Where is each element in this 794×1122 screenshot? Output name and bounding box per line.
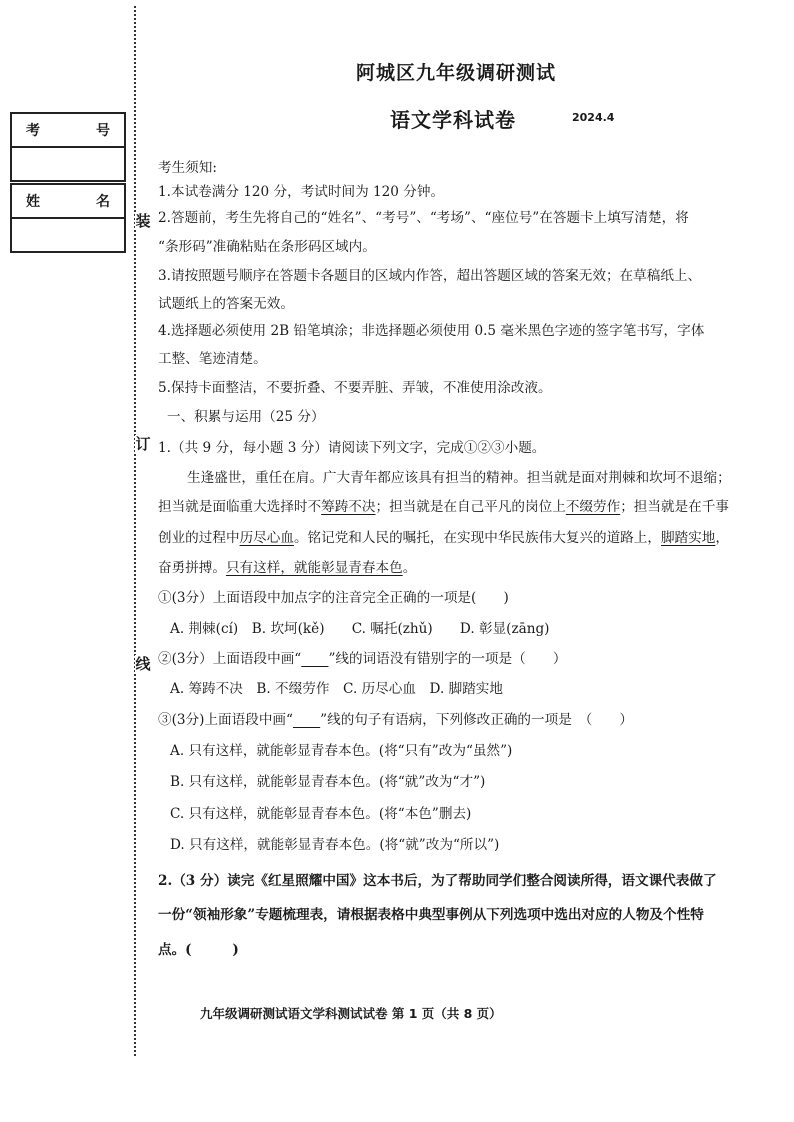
underlined-phrase: 筹踌不决 — [321, 499, 376, 515]
passage-line-2 — [158, 497, 729, 517]
passage-text: 。铭记党和人民的嘱托，在实现中华民族伟大复兴的道路上， — [293, 530, 661, 546]
sub-question-3-option: B. 只有这样，就能彰显青春本色。(将“就”改为“才”) — [170, 774, 486, 790]
notice-item: 工整、笔迹清楚。 — [158, 351, 267, 367]
binding-char-ding: 订 — [135, 435, 151, 453]
notice-item: 4.选择题必须使用 2B 铅笔填涂；非选择题必须使用 0.5 毫米黑色字迹的签字笔书写，字体 — [158, 323, 705, 339]
binding-dotted-line — [134, 6, 136, 1056]
passage-text: 奋勇拼搏。 — [158, 560, 226, 576]
name-field[interactable] — [12, 219, 124, 251]
notice-item: 试题纸上的答案无效。 — [158, 296, 294, 312]
sub-question-3-option: D. 只有这样，就能彰显青春本色。(将“就”改为“所以”) — [170, 837, 500, 853]
passage-text: 担当就是面临重大选择时不 — [158, 499, 322, 515]
passage-text: 。 — [402, 560, 417, 576]
notice-item: 1.本试卷满分 120 分，考试时间为 120 分钟。 — [158, 184, 445, 200]
question-text: ”线的词语没有错别字的一项是（ ） — [328, 651, 567, 667]
question-2-line: 点。( ) — [158, 942, 239, 958]
underline-sample — [301, 651, 328, 667]
underline-sample — [293, 712, 320, 728]
question-1-stem: 1.（共 9 分，每小题 3 分）请阅读下列文字，完成①②③小题。 — [158, 440, 546, 456]
passage-line-1: 生逢盛世，重任在肩。广大青年都应该具有担当的精神。担当就是面对荆棘和坎坷不退缩； — [187, 470, 731, 486]
sub-question-2-options: A. 筹踌不决 B. 不缀劳作 C. 历尽心血 D. 脚踏实地 — [170, 681, 503, 697]
section-heading: 一、积累与运用（25 分） — [167, 409, 325, 425]
underlined-phrase: 脚踏实地 — [660, 530, 716, 546]
question-2-line: 2.（3 分）读完《红星照耀中国》这本书后，为了帮助同学们整合阅读所得，语文课代表做了 — [158, 873, 717, 889]
passage-text: ， — [715, 530, 729, 546]
sub-question-1-options: A. 荆棘(cí) B. 坎坷(kě) C. 嘱托(zhǔ) D. 彰显(zāng) — [170, 621, 550, 637]
passage-text: ；担当就是在千事 — [620, 499, 729, 515]
notice-item: “条形码”准确粘贴在条形码区域内。 — [158, 239, 376, 255]
binding-char-zhuang: 装 — [135, 212, 151, 230]
passage-text: ；担当就是在自己平凡的岗位上 — [375, 499, 566, 515]
question-text: ②(3分）上面语段中画“ — [158, 651, 302, 667]
notice-heading: 考生须知: — [158, 160, 217, 176]
name-label-a: 姓 — [26, 194, 40, 210]
sub-question-3-option: C. 只有这样，就能彰显青春本色。(将“本色”删去) — [170, 806, 472, 822]
sub-question-1: ①(3分）上面语段中加点字的注音完全正确的一项是( ) — [158, 590, 509, 606]
question-text: ”线的句子有语病，下列修改正确的一项是 （ ） — [320, 712, 633, 728]
exam-number-field[interactable] — [12, 148, 124, 180]
exam-title: 阿城区九年级调研测试 — [356, 62, 557, 84]
exam-date: 2024.4 — [572, 111, 615, 124]
underlined-phrase: 不缀劳作 — [565, 499, 621, 515]
exam-number-box — [10, 112, 126, 182]
sub-question-3 — [158, 710, 633, 730]
passage-line-3 — [158, 528, 729, 548]
underlined-phrase: 历尽心血 — [239, 530, 294, 546]
notice-item: 5.保持卡面整洁，不要折叠、不要弄脏、弄皱，不准使用涂改液。 — [158, 380, 552, 396]
sub-question-3-option: A. 只有这样，就能彰显青春本色。(将“只有”改为“虽然”) — [170, 743, 513, 759]
question-text: ③(3分)上面语段中画“ — [158, 712, 293, 728]
binding-char-xian: 线 — [135, 655, 151, 673]
exam-number-label-b: 号 — [96, 123, 110, 139]
passage-text: 创业的过程中 — [158, 530, 240, 546]
passage-line-4 — [158, 558, 416, 578]
exam-number-label — [12, 114, 124, 148]
underlined-sentence: 只有这样，就能彰显青春本色 — [225, 560, 403, 576]
page-footer: 九年级调研测试语文学科测试试卷 第 1 页（共 8 页） — [200, 1006, 502, 1021]
name-box — [10, 183, 126, 253]
exam-number-label-a: 考 — [26, 123, 40, 139]
name-label — [12, 185, 124, 219]
notice-item: 2.答题前，考生先将自己的“姓名”、“考号”、“考场”、“座位号”在答题卡上填写清楚，将 — [158, 210, 689, 226]
notice-item: 3.请按照题号顺序在答题卡各题目的区域内作答，超出答题区域的答案无效；在草稿纸上、 — [158, 268, 702, 284]
question-2-line: 一份“领袖形象”专题梳理表，请根据表格中典型事例从下列选项中选出对应的人物及个性特 — [158, 907, 704, 923]
sub-question-2 — [158, 649, 566, 669]
name-label-b: 名 — [96, 194, 110, 210]
exam-subtitle: 语文学科试卷 — [390, 108, 516, 132]
